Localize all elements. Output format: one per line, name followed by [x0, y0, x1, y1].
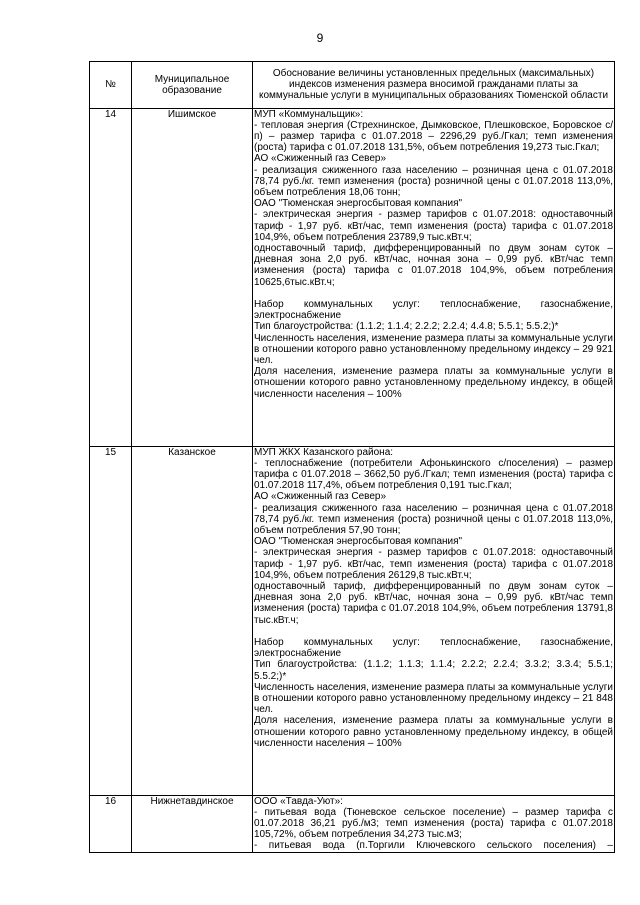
line: - электрическая энергия - размер тарифов с 01.07.2018: одноставочный тариф - 1,97 руб. кВт/час, темп изменения (роста) тарифа с 01.07.2018 104,9%, объем потребления 23789,9 тыс.кВт.ч;: [254, 209, 613, 243]
row-number: 15: [90, 446, 132, 795]
row-justification: [253, 108, 615, 446]
line: АО «Сжиженный газ Север»: [254, 491, 387, 503]
line: Доля населения, изменение размера платы за коммунальные услуги в отношении которого равно установленному предельному индексу, в общей численности населения – 100%: [254, 715, 613, 749]
row-municipality: Нижнетавдинское: [132, 795, 253, 852]
line: Тип благоустройства: (1.1.2; 1.1.3; 1.1.4; 2.2.2; 2.2.4; 3.3.2; 3.3.4; 5.5.1; 5.5.2;)*: [254, 659, 613, 682]
header-justification: Обоснование величины установленных предельных (максимальных) индексов изменения размера вносимой гражданами платы за коммунальные услуги в муниципальных образованиях Тюменской области: [253, 62, 615, 109]
line: - тепловая энергия (Стрехнинское, Дымковское, Плешковское, Боровское с/п) – размер тарифа с 01.07.2018 – 2296,29 руб./Гкал; темп изменения (роста) тарифа с 01.07.2018 131,5%, объем потребления 19,273 тыс.Гкал;: [254, 119, 613, 154]
table-row: [90, 446, 615, 795]
table-row: [90, 795, 615, 852]
table-header-row: [90, 62, 615, 109]
line: одноставочный тариф, дифференцированный по двум зонам суток – дневная зона 2,0 руб. кВт/час, ночная зона – 0,99 руб. кВт/час темп изменения (роста) тарифа с 01.07.2018 104,9%, объем потребления 10625,6тыс.кВт.ч;: [254, 243, 613, 288]
row-municipality: Казанское: [132, 446, 253, 795]
line: Доля населения, изменение размера платы за коммунальные услуги в отношении которого равно установленному предельному индексу, в общей численности населения – 100%: [254, 366, 613, 400]
line: - теплоснабжение (потребители Афонькинского с/поселения) – размер тарифа с 01.07.2018 – 3662,50 руб./Гкал; темп изменения (роста) тарифа с 01.07.2018 117,4%, объем потребления 0,191 тыс.Гкал;: [254, 457, 613, 492]
page-number: 9: [316, 31, 324, 45]
row-number: 16: [90, 795, 132, 852]
line: МУП ЖКХ Казанского района:: [254, 446, 394, 458]
line: - электрическая энергия - размер тарифов с 01.07.2018: одноставочный тариф - 1,97 руб. кВт/час, темп изменения (роста) тарифа с 01.07.2018 104,9%, объем потребления 26129,8 тыс.кВт.ч;: [254, 547, 613, 581]
line: одноставочный тариф, дифференцированный по двум зонам суток – дневная зона 2,0 руб. кВт/час, ночная зона – 0,99 руб. кВт/час темп изменения (роста) тарифа с 01.07.2018 104,9%, объем потребления 13791,8 тыс.кВт.ч;: [254, 581, 613, 626]
row-number: 14: [90, 108, 132, 446]
blank-line: [254, 288, 613, 299]
blank-line: [254, 626, 613, 637]
line: АО «Сжиженный газ Север»: [254, 153, 387, 165]
row-municipality: Ишимское: [132, 108, 253, 446]
line: Численность населения, изменение размера платы за коммунальные услуги в отношении которого равно установленному предельному индексу – 29 921 чел.: [254, 332, 613, 367]
line: - реализация сжиженного газа населению – розничная цена с 01.07.2018 78,74 руб./кг. темп изменения (роста) розничной цены с 01.07.2018 113,0%, объем потребления 18,06 тонн;: [254, 164, 613, 199]
row-justification: [253, 795, 615, 852]
table-row: [90, 108, 615, 446]
line: - питьевая вода (п.Торгили Ключевского сельского поселения) –: [254, 840, 613, 852]
line: ОАО "Тюменская энергосбытовая компания": [254, 536, 463, 548]
line: ООО «Тавда-Уют»:: [254, 795, 343, 807]
line: - питьевая вода (Тюневское сельское поселение) – размер тарифа с 01.07.2018 36,21 руб./м3; темп изменения (роста) тарифа с 01.07.2018 105,72%, объем потребления 34,273 тыс.м3;: [254, 806, 613, 841]
line: ОАО "Тюменская энергосбытовая компания": [254, 198, 463, 210]
line: Тип благоустройства: (1.1.2; 1.1.4; 2.2.2; 2.2.4; 4.4.8; 5.5.1; 5.5.2;)*: [254, 321, 559, 333]
tariff-table: [89, 61, 615, 853]
header-num: №: [90, 62, 132, 109]
header-municipality: Муниципальное образование: [132, 62, 253, 109]
line: - реализация сжиженного газа населению – розничная цена с 01.07.2018 78,74 руб./кг. темп изменения (роста) розничной цены с 01.07.2018 113,0%, объем потребления 57,90 тонн;: [254, 502, 613, 537]
line: Численность населения, изменение размера платы за коммунальные услуги в отношении которого равно установленному предельному индексу – 21 848 чел.: [254, 681, 613, 716]
line: МУП «Коммунальщик»:: [254, 108, 364, 120]
line: Набор коммунальных услуг: теплоснабжение, газоснабжение, электроснабжение: [254, 299, 613, 322]
row-justification: [253, 446, 615, 795]
line: Набор коммунальных услуг: теплоснабжение, газоснабжение, электроснабжение: [254, 637, 613, 660]
